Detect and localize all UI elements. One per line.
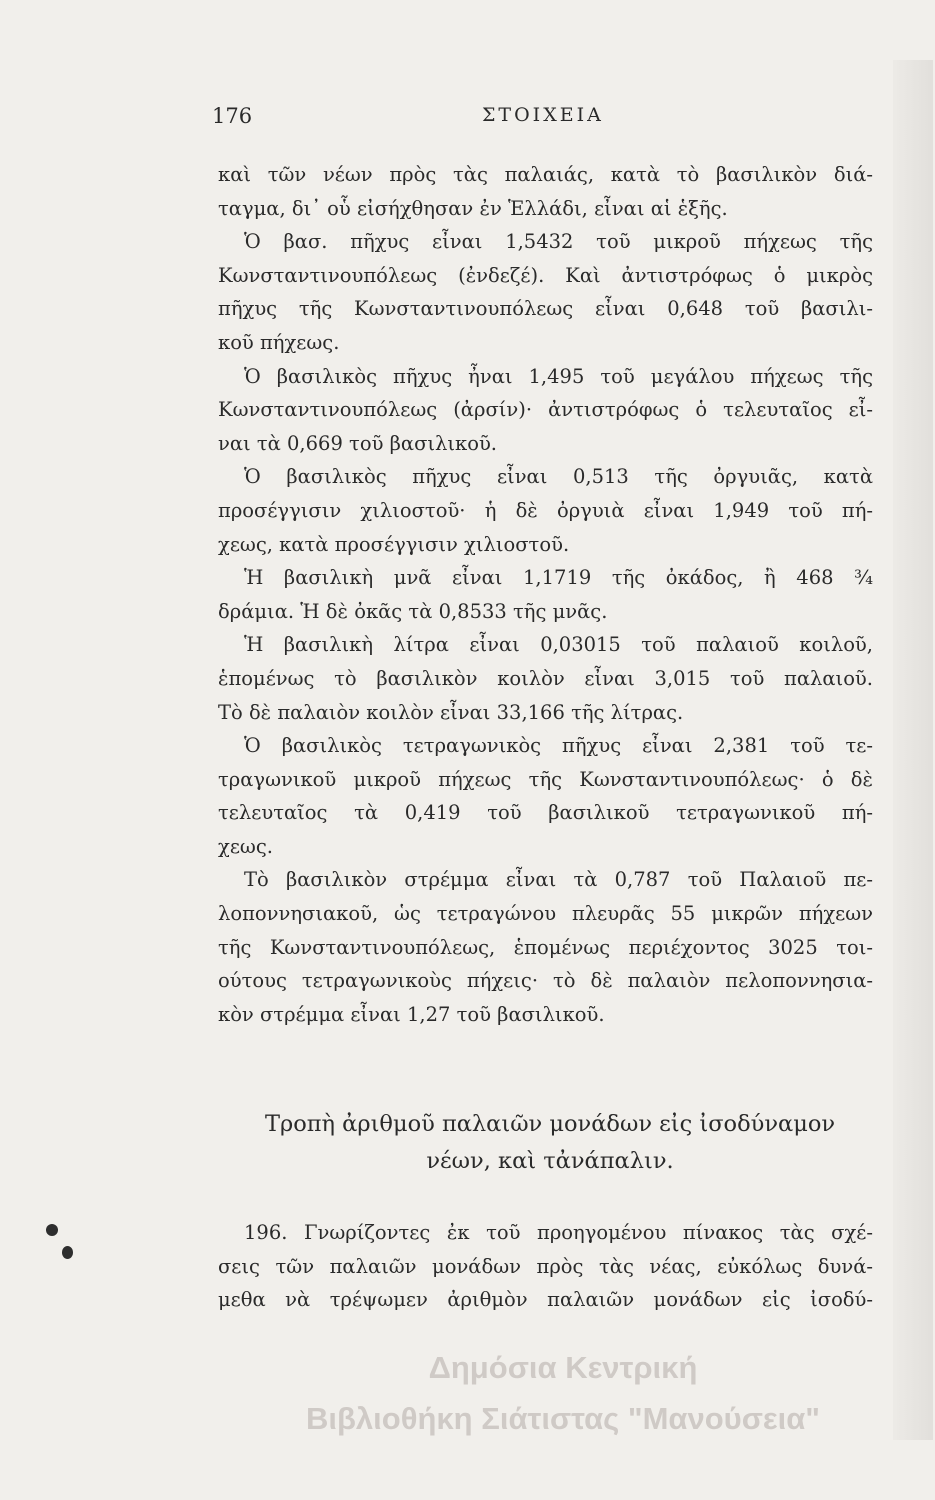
text-line: ούτους τετραγωνικοὺς πήχεις· τὸ δὲ παλαιὸν πελοποννησια- bbox=[218, 969, 873, 993]
text-line: δράμια. Ἡ δὲ ὀκᾶς τὰ 0,8533 τῆς μνᾶς. bbox=[218, 599, 608, 623]
section-heading bbox=[230, 1106, 870, 1180]
text-line: χεως, κατὰ προσέγγισιν χιλιοστοῦ. bbox=[218, 532, 570, 556]
text-line: Τὸ βασιλικὸν στρέμμα εἶναι τὰ 0,787 τοῦ Παλαιοῦ πε- bbox=[244, 868, 873, 892]
text-line: τῆς Κωνσταντινουπόλεως, ἑπομένως περιέχοντος 3025 τοι- bbox=[218, 935, 873, 959]
watermark-line: Βιβλιοθήκη Σιάτιστας "Μανούσεια" bbox=[305, 1401, 820, 1436]
text-line: Ὁ βασ. πῆχυς εἶναι 1,5432 τοῦ μικροῦ πήχεως τῆς bbox=[244, 230, 873, 254]
text-line: Ἡ βασιλικὴ λίτρα εἶναι 0,03015 τοῦ παλαιοῦ κοιλοῦ, bbox=[244, 633, 873, 657]
text-line: Ὁ βασιλικὸς πῆχυς εἶναι 0,513 τῆς ὀργυιᾶς, κατὰ bbox=[244, 465, 873, 489]
text-line: 196. Γνωρίζοντες ἐκ τοῦ προηγομένου πίνακος τὰς σχέ- bbox=[244, 1221, 873, 1244]
text-line: τελευταῖος τὰ 0,419 τοῦ βασιλικοῦ τετραγωνικοῦ πή- bbox=[218, 801, 873, 825]
text-line: Ὁ βασιλικὸς πῆχυς ἦναι 1,495 τοῦ μεγάλου πήχεως τῆς bbox=[244, 364, 873, 388]
text-line: ταγμα, δι᾽ οὗ εἰσήχθησαν ἐν Ἑλλάδι, εἶναι αἱ ἑξῆς. bbox=[218, 196, 728, 220]
text-line: κὸν στρέμμα εἶναι 1,27 τοῦ βασιλικοῦ. bbox=[218, 1002, 605, 1026]
text-line: σεις τῶν παλαιῶν μονάδων πρὸς τὰς νέας, εὐκόλως δυνά- bbox=[218, 1254, 873, 1278]
heading-line: Τροπὴ ἀριθμοῦ παλαιῶν μονάδων εἰς ἰσοδύναμον bbox=[264, 1111, 836, 1137]
watermark-line: Δημόσια Κεντρική bbox=[428, 1350, 698, 1385]
text-line: ἑπομένως τὸ βασιλικὸν κοιλὸν εἶναι 3,015 τοῦ παλαιοῦ. bbox=[218, 666, 873, 690]
heading-line: νέων, καὶ τἀνάπαλιν. bbox=[426, 1148, 674, 1174]
body-text bbox=[218, 158, 873, 1031]
text-line: προσέγγισιν χιλιοστοῦ· ἡ δὲ ὀργυιὰ εἶναι 1,949 τοῦ πή- bbox=[218, 498, 873, 522]
text-line: Ὁ βασιλικὸς τετραγωνικὸς πῆχυς εἶναι 2,381 τοῦ τε- bbox=[244, 734, 873, 758]
text-line: Τὸ δὲ παλαιὸν κοιλὸν εἶναι 33,166 τῆς λίτρας. bbox=[218, 700, 684, 724]
text-line: πῆχυς τῆς Κωνσταντινουπόλεως εἶναι 0,648 τοῦ βασιλι- bbox=[218, 297, 873, 321]
text-line: Ἡ βασιλικὴ μνᾶ εἶναι 1,1719 τῆς ὀκάδος, ἢ 468 ¾ bbox=[244, 566, 873, 590]
running-title: ΣΤΟΙΧΕΙΑ bbox=[482, 104, 604, 126]
library-watermark bbox=[218, 1342, 908, 1444]
paragraph-196 bbox=[218, 1216, 873, 1317]
text-line: Κωνσταντινουπόλεως (ἐνδεζέ). Καὶ ἀντιστρόφως ὁ μικρὸς bbox=[218, 263, 873, 287]
text-line: κοῦ πήχεως. bbox=[218, 330, 340, 354]
text-line: μεθα νὰ τρέψωμεν ἀριθμὸν παλαιῶν μονάδων εἰς ἰσοδύ- bbox=[218, 1288, 873, 1312]
text-line: λοποννησιακοῦ, ὡς τετραγώνου πλευρᾶς 55 μικρῶν πήχεων bbox=[218, 902, 873, 926]
text-line: καὶ τῶν νέων πρὸς τὰς παλαιάς, κατὰ τὸ βασιλικὸν διά- bbox=[218, 163, 873, 186]
page-edge-shadow bbox=[893, 60, 933, 1440]
text-line: τραγωνικοῦ μικροῦ πήχεως τῆς Κωνσταντινουπόλεως· ὁ δὲ bbox=[218, 767, 873, 791]
ink-blot-mark bbox=[42, 1216, 82, 1266]
text-line: χεως. bbox=[218, 834, 273, 858]
text-line: Κωνσταντινουπόλεως (ἀρσίν)· ἀντιστρόφως ὁ τελευταῖος εἶ- bbox=[218, 398, 873, 422]
page-header bbox=[212, 104, 872, 134]
text-line: ναι τὰ 0,669 τοῦ βασιλικοῦ. bbox=[218, 431, 498, 455]
page-number: 176 bbox=[212, 104, 253, 128]
